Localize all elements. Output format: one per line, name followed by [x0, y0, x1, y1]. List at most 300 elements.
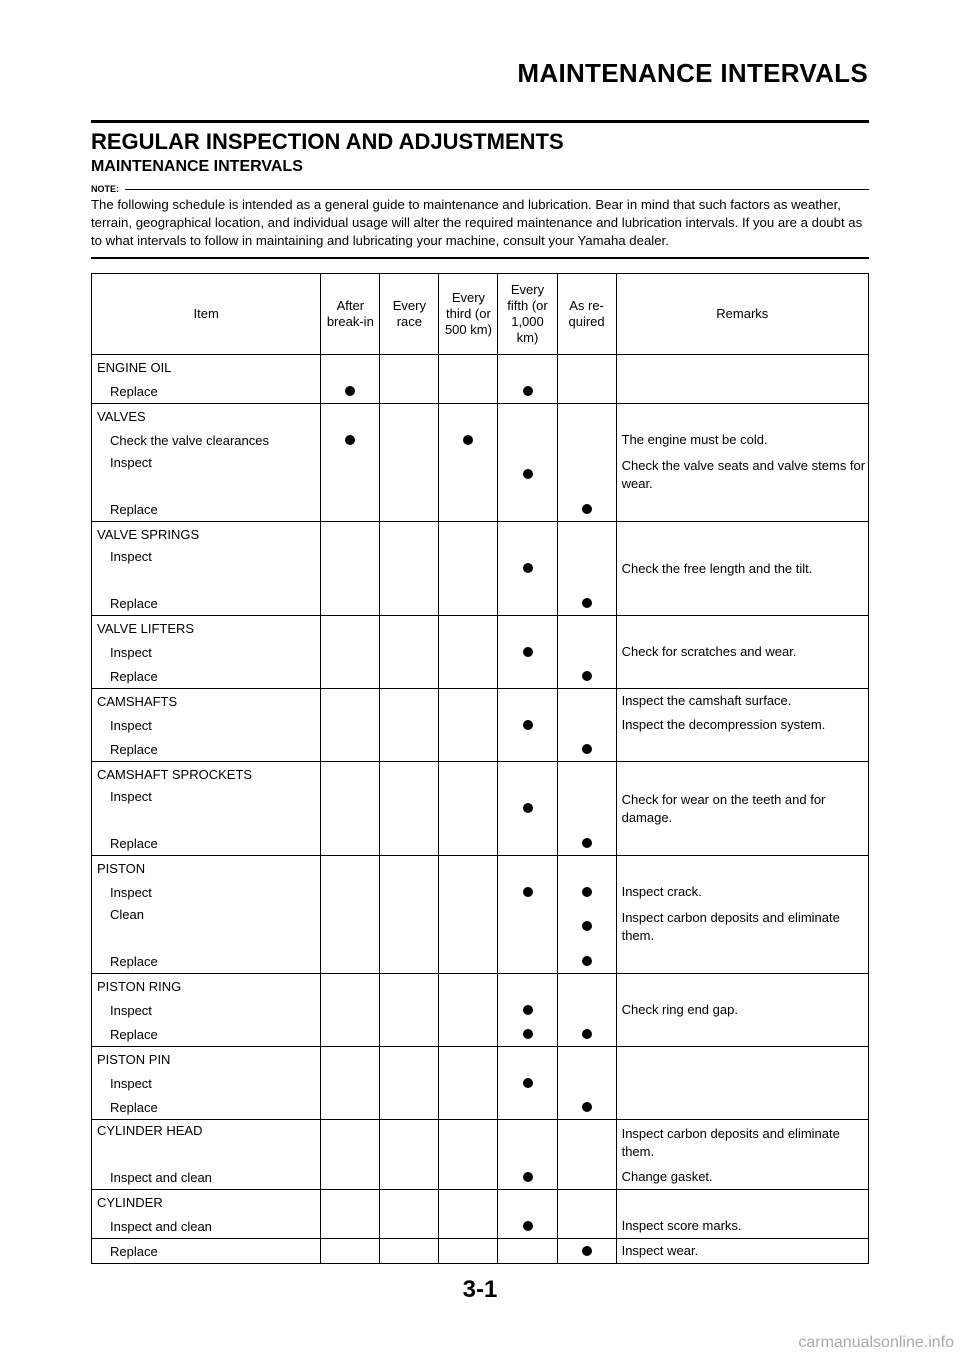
row-remark: [616, 379, 868, 404]
interval-cell: [321, 522, 380, 547]
interval-cell: [380, 591, 439, 616]
interval-cell: [321, 831, 380, 856]
interval-cell: [498, 831, 557, 856]
row-label: Replace: [92, 591, 321, 616]
table-group-row: [92, 1190, 869, 1215]
interval-cell: [439, 355, 498, 380]
interval-cell: [439, 949, 498, 974]
interval-cell: [380, 379, 439, 404]
note-text: The following schedule is intended as a general guide to maintenance and lubrication. Bear in mind that such factors as weather, terrain, geographical location, and individual usage will alter the required maintenance and lubrication intervals. If you are a doubt as to what intervals to follow in maintaining and lubricating your machine, consult your Yamaha dealer.: [91, 197, 863, 248]
table-row: [92, 379, 869, 404]
interval-cell: [557, 974, 616, 999]
interval-cell: [321, 949, 380, 974]
interval-cell: [498, 949, 557, 974]
interval-cell: [498, 1239, 557, 1264]
service-required-dot-icon: [523, 720, 533, 730]
interval-cell: [380, 522, 439, 547]
interval-cell: [498, 664, 557, 689]
service-required-dot-icon: [523, 469, 533, 479]
interval-cell: [557, 1239, 616, 1264]
interval-cell: [439, 1022, 498, 1047]
interval-cell: [380, 904, 439, 949]
interval-cell: [321, 497, 380, 522]
service-required-dot-icon: [523, 1078, 533, 1088]
interval-cell: [321, 737, 380, 762]
table-group-row: [92, 1047, 869, 1072]
interval-cell: [557, 497, 616, 522]
row-label: Inspect: [92, 880, 321, 904]
interval-cell: [321, 1047, 380, 1072]
interval-cell: [321, 355, 380, 380]
interval-cell: [321, 974, 380, 999]
service-required-dot-icon: [345, 386, 355, 396]
table-row: [92, 546, 869, 591]
row-label: Replace: [92, 737, 321, 762]
interval-cell: [498, 616, 557, 641]
interval-cell: [439, 1071, 498, 1095]
header-item: Item: [92, 274, 321, 355]
service-required-dot-icon: [582, 1029, 592, 1039]
note-divider: [125, 189, 869, 190]
table-row: [92, 880, 869, 904]
row-remark: Check for wear on the teeth and for damage.: [616, 786, 868, 831]
interval-cell: [439, 522, 498, 547]
interval-cell: [321, 591, 380, 616]
interval-cell: [439, 616, 498, 641]
interval-cell: [380, 831, 439, 856]
group-remark: [616, 404, 868, 429]
interval-cell: [557, 1022, 616, 1047]
interval-cell: [380, 1022, 439, 1047]
interval-cell: [498, 428, 557, 452]
interval-cell: [557, 949, 616, 974]
table-header-row: [92, 274, 869, 355]
interval-cell: [439, 1214, 498, 1239]
service-required-dot-icon: [523, 803, 533, 813]
interval-cell: [380, 1165, 439, 1190]
row-remark: [616, 497, 868, 522]
interval-cell: [380, 1095, 439, 1120]
header-every-fifth: Every fifth (or 1,000 km): [498, 274, 557, 355]
interval-cell: [321, 1214, 380, 1239]
page-number: 3-1: [462, 1276, 498, 1303]
group-name: ENGINE OIL: [92, 355, 321, 380]
row-remark: Inspect carbon deposits and eliminate them.: [616, 904, 868, 949]
table-body: [92, 355, 869, 1264]
table-row: [92, 1071, 869, 1095]
interval-cell: [439, 1120, 498, 1166]
group-remark: [616, 1047, 868, 1072]
interval-cell: [557, 998, 616, 1022]
service-required-dot-icon: [582, 956, 592, 966]
interval-cell: [321, 1095, 380, 1120]
interval-cell: [498, 1047, 557, 1072]
row-label: Inspect: [92, 713, 321, 737]
group-remark: [616, 856, 868, 881]
service-required-dot-icon: [582, 921, 592, 931]
group-name: VALVE LIFTERS: [92, 616, 321, 641]
interval-cell: [321, 1120, 380, 1166]
service-required-dot-icon: [345, 435, 355, 445]
row-label: Replace: [92, 831, 321, 856]
row-remark: The engine must be cold.: [616, 428, 868, 452]
interval-cell: [439, 1095, 498, 1120]
row-remark: [616, 1022, 868, 1047]
header-every-race: Every race: [380, 274, 439, 355]
interval-cell: [498, 786, 557, 831]
note-label: NOTE:: [91, 184, 119, 194]
interval-cell: [498, 974, 557, 999]
interval-cell: [439, 428, 498, 452]
interval-cell: [380, 497, 439, 522]
table-row: [92, 640, 869, 664]
interval-cell: [557, 1165, 616, 1190]
group-name: VALVE SPRINGS: [92, 522, 321, 547]
interval-cell: [439, 1239, 498, 1264]
row-label: Inspect: [92, 452, 321, 497]
interval-cell: [557, 546, 616, 591]
group-name: CYLINDER HEAD: [92, 1120, 321, 1166]
interval-cell: [498, 355, 557, 380]
interval-cell: [498, 856, 557, 881]
service-required-dot-icon: [582, 671, 592, 681]
row-remark: [616, 949, 868, 974]
row-remark: [616, 591, 868, 616]
interval-cell: [498, 1214, 557, 1239]
interval-cell: [498, 546, 557, 591]
interval-cell: [439, 737, 498, 762]
interval-cell: [321, 1071, 380, 1095]
interval-cell: [557, 1120, 616, 1166]
interval-cell: [557, 522, 616, 547]
interval-cell: [439, 497, 498, 522]
row-label: Replace: [92, 1095, 321, 1120]
interval-cell: [380, 689, 439, 714]
row-remark: Change gasket.: [616, 1165, 868, 1190]
interval-cell: [439, 689, 498, 714]
interval-cell: [498, 904, 557, 949]
interval-cell: [321, 664, 380, 689]
interval-cell: [380, 786, 439, 831]
group-remark: [616, 616, 868, 641]
interval-cell: [439, 591, 498, 616]
table-row: [92, 786, 869, 831]
interval-cell: [498, 452, 557, 497]
interval-cell: [557, 1071, 616, 1095]
service-required-dot-icon: [582, 838, 592, 848]
interval-cell: [380, 664, 439, 689]
interval-cell: [498, 737, 557, 762]
interval-cell: [380, 880, 439, 904]
interval-cell: [380, 949, 439, 974]
row-label: Replace: [92, 949, 321, 974]
service-required-dot-icon: [523, 386, 533, 396]
interval-cell: [321, 616, 380, 641]
interval-cell: [557, 1214, 616, 1239]
service-required-dot-icon: [463, 435, 473, 445]
table-row: [92, 1165, 869, 1190]
row-remark: [616, 664, 868, 689]
table-row: [92, 713, 869, 737]
interval-cell: [498, 1095, 557, 1120]
row-remark: Inspect the decompression system.: [616, 713, 868, 737]
interval-cell: [439, 1190, 498, 1215]
header-rule: [91, 120, 869, 123]
service-required-dot-icon: [582, 598, 592, 608]
row-remark: Check ring end gap.: [616, 998, 868, 1022]
table-row: [92, 664, 869, 689]
header-after-break-in: After break-in: [321, 274, 380, 355]
group-remark: [616, 762, 868, 787]
interval-cell: [498, 591, 557, 616]
interval-cell: [380, 737, 439, 762]
table-group-row: [92, 522, 869, 547]
table-row: [92, 949, 869, 974]
interval-cell: [498, 880, 557, 904]
table-group-row: [92, 404, 869, 429]
watermark: carmanualsonline.info: [798, 1334, 954, 1351]
interval-cell: [439, 1047, 498, 1072]
interval-cell: [321, 998, 380, 1022]
service-required-dot-icon: [523, 563, 533, 573]
interval-cell: [498, 1071, 557, 1095]
interval-cell: [557, 452, 616, 497]
table-group-row: [92, 355, 869, 380]
table-row: [92, 591, 869, 616]
row-remark: Inspect wear.: [616, 1239, 868, 1264]
row-remark: [616, 1071, 868, 1095]
service-required-dot-icon: [523, 887, 533, 897]
service-required-dot-icon: [582, 744, 592, 754]
interval-cell: [321, 762, 380, 787]
interval-cell: [439, 379, 498, 404]
interval-cell: [380, 1120, 439, 1166]
group-remark: [616, 1190, 868, 1215]
service-required-dot-icon: [523, 1005, 533, 1015]
interval-cell: [439, 546, 498, 591]
interval-cell: [380, 1239, 439, 1264]
interval-cell: [380, 998, 439, 1022]
interval-cell: [557, 737, 616, 762]
sub-title: MAINTENANCE INTERVALS: [91, 158, 303, 175]
interval-cell: [321, 379, 380, 404]
service-required-dot-icon: [523, 1029, 533, 1039]
interval-cell: [439, 762, 498, 787]
interval-cell: [380, 616, 439, 641]
table-row: [92, 1214, 869, 1239]
interval-cell: [321, 452, 380, 497]
interval-cell: [380, 713, 439, 737]
interval-cell: [380, 640, 439, 664]
group-name: CYLINDER: [92, 1190, 321, 1215]
interval-cell: [380, 355, 439, 380]
service-required-dot-icon: [523, 647, 533, 657]
row-label: Replace: [92, 497, 321, 522]
interval-cell: [439, 640, 498, 664]
interval-cell: [380, 1190, 439, 1215]
interval-cell: [380, 546, 439, 591]
table-group-row: [92, 974, 869, 999]
interval-cell: [439, 1165, 498, 1190]
note-block: [91, 184, 869, 250]
interval-cell: [498, 762, 557, 787]
row-label: Inspect and clean: [92, 1165, 321, 1190]
interval-cell: [380, 1071, 439, 1095]
interval-cell: [321, 1022, 380, 1047]
interval-cell: [321, 1239, 380, 1264]
group-name: PISTON RING: [92, 974, 321, 999]
service-required-dot-icon: [523, 1172, 533, 1182]
table-row: [92, 737, 869, 762]
interval-cell: [439, 880, 498, 904]
row-label: Inspect: [92, 640, 321, 664]
interval-cell: [321, 904, 380, 949]
interval-cell: [439, 664, 498, 689]
header-every-third: Every third (or 500 km): [439, 274, 498, 355]
interval-cell: [557, 640, 616, 664]
interval-cell: [380, 856, 439, 881]
row-label: Inspect: [92, 786, 321, 831]
service-required-dot-icon: [582, 1246, 592, 1256]
interval-cell: [557, 404, 616, 429]
interval-cell: [439, 856, 498, 881]
interval-cell: [498, 379, 557, 404]
interval-cell: [321, 856, 380, 881]
row-remark: [616, 831, 868, 856]
interval-cell: [439, 998, 498, 1022]
section-header-title: MAINTENANCE INTERVALS: [517, 58, 868, 88]
header-remarks: Remarks: [616, 274, 868, 355]
interval-cell: [557, 591, 616, 616]
service-required-dot-icon: [582, 887, 592, 897]
interval-cell: [557, 904, 616, 949]
interval-cell: [439, 904, 498, 949]
row-label: Replace: [92, 1239, 321, 1264]
table-group-row: [92, 689, 869, 714]
interval-cell: [557, 762, 616, 787]
interval-cell: [557, 689, 616, 714]
table-group-row: [92, 1120, 869, 1166]
interval-cell: [557, 880, 616, 904]
row-remark: Inspect crack.: [616, 880, 868, 904]
interval-cell: [557, 1095, 616, 1120]
row-label: Replace: [92, 664, 321, 689]
row-label: Inspect: [92, 1071, 321, 1095]
table-group-row: [92, 616, 869, 641]
group-name: VALVES: [92, 404, 321, 429]
row-remark: Check the valve seats and valve stems for wear.: [616, 452, 868, 497]
interval-cell: [557, 713, 616, 737]
row-label: Replace: [92, 1022, 321, 1047]
interval-cell: [498, 497, 557, 522]
table-row: [92, 831, 869, 856]
table-row: [92, 1022, 869, 1047]
table-row: [92, 904, 869, 949]
service-required-dot-icon: [582, 1102, 592, 1112]
interval-cell: [498, 713, 557, 737]
interval-cell: [498, 1022, 557, 1047]
group-name: CAMSHAFTS: [92, 689, 321, 714]
interval-cell: [557, 856, 616, 881]
interval-cell: [380, 404, 439, 429]
group-remark: Inspect the camshaft surface.: [616, 689, 868, 714]
interval-cell: [557, 616, 616, 641]
interval-cell: [498, 1190, 557, 1215]
interval-cell: [321, 689, 380, 714]
group-remark: [616, 974, 868, 999]
interval-cell: [498, 1120, 557, 1166]
row-remark: [616, 1095, 868, 1120]
group-name: PISTON PIN: [92, 1047, 321, 1072]
group-name: PISTON: [92, 856, 321, 881]
interval-cell: [557, 1047, 616, 1072]
row-remark: Check for scratches and wear.: [616, 640, 868, 664]
maintenance-schedule-table: [91, 273, 869, 1264]
main-title: REGULAR INSPECTION AND ADJUSTMENTS: [91, 129, 564, 154]
row-label: Clean: [92, 904, 321, 949]
interval-cell: [498, 1165, 557, 1190]
interval-cell: [498, 640, 557, 664]
row-remark: Check the free length and the tilt.: [616, 546, 868, 591]
interval-cell: [557, 1190, 616, 1215]
interval-cell: [439, 713, 498, 737]
interval-cell: [380, 762, 439, 787]
interval-cell: [321, 428, 380, 452]
interval-cell: [321, 640, 380, 664]
table-row: [92, 428, 869, 452]
interval-cell: [498, 522, 557, 547]
service-required-dot-icon: [523, 1221, 533, 1231]
interval-cell: [321, 786, 380, 831]
interval-cell: [321, 546, 380, 591]
interval-cell: [321, 404, 380, 429]
table-group-row: [92, 762, 869, 787]
interval-cell: [439, 452, 498, 497]
table-row: [92, 1095, 869, 1120]
interval-cell: [439, 404, 498, 429]
interval-cell: [498, 998, 557, 1022]
interval-cell: [498, 404, 557, 429]
interval-cell: [498, 689, 557, 714]
interval-cell: [380, 452, 439, 497]
group-remark: [616, 522, 868, 547]
interval-cell: [321, 880, 380, 904]
table-group-row: [92, 856, 869, 881]
row-label: Replace: [92, 379, 321, 404]
group-name: CAMSHAFT SPROCKETS: [92, 762, 321, 787]
interval-cell: [380, 974, 439, 999]
interval-cell: [557, 831, 616, 856]
interval-cell: [321, 713, 380, 737]
interval-cell: [321, 1165, 380, 1190]
table-row: [92, 998, 869, 1022]
interval-cell: [439, 831, 498, 856]
interval-cell: [439, 974, 498, 999]
note-end-rule: [91, 257, 869, 259]
group-remark: Inspect carbon deposits and eliminate them.: [616, 1120, 868, 1166]
service-required-dot-icon: [582, 504, 592, 514]
interval-cell: [439, 786, 498, 831]
interval-cell: [380, 428, 439, 452]
row-remark: [616, 737, 868, 762]
row-label: Inspect: [92, 998, 321, 1022]
interval-cell: [321, 1190, 380, 1215]
row-label: Inspect: [92, 546, 321, 591]
row-label: Check the valve clearances: [92, 428, 321, 452]
interval-cell: [557, 428, 616, 452]
table-row: [92, 497, 869, 522]
interval-cell: [557, 664, 616, 689]
